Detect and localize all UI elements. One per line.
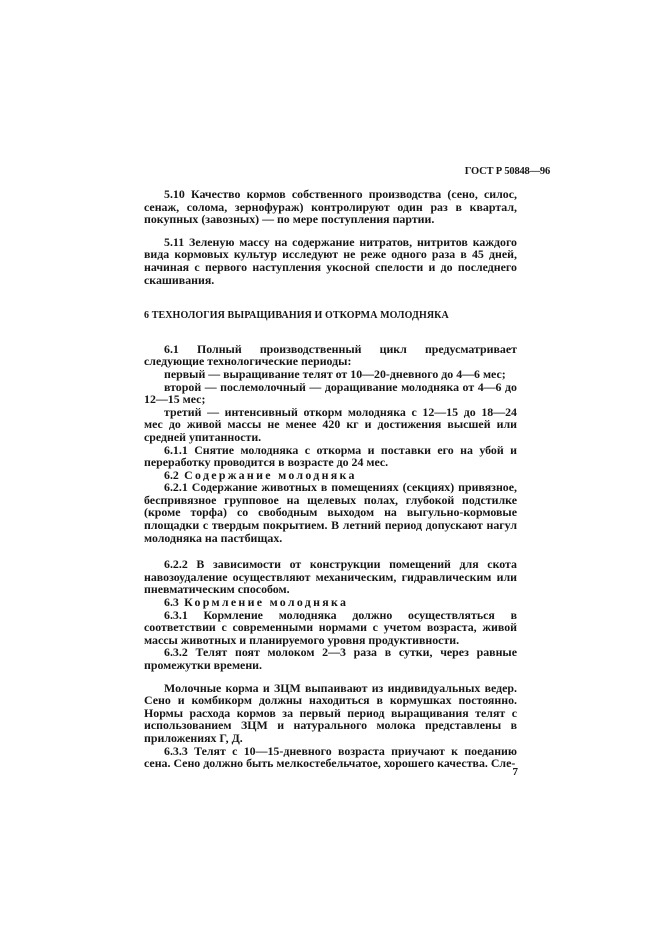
subsection-number: 6.3 — [164, 595, 179, 610]
section-title: 6 ТЕХНОЛОГИЯ ВЫРАЩИВАНИЯ И ОТКОРМА МОЛОДНЯКА — [144, 310, 449, 322]
paragraph-6-3-2: 6.3.2 Телят поят молоком 2—3 раза в сутки, через равные промежутки времени. — [144, 645, 517, 672]
paragraph-6-3-3: 6.3.3 Телят с 10—15-дневного возраста приучают к поеданию сена. Сено должно быть мелкостебельчатое, хорошего качества. Сле- — [144, 743, 517, 771]
paragraph-6-2-2: 6.2.2 В зависимости от конструкции помещений для скота навозоудаление осуществляют механическим, гидравлическим или пневматическим способом. — [144, 557, 517, 597]
subsection-title: Содержание молодняка — [184, 467, 357, 482]
paragraph-5-11: 5.11 Зеленую массу на содержание нитратов, нитритов каждого вида кормовых культур исследуют не реже одного раза в 45 дней, начиная с первого наступления укосной спелости и до последнего скашивания. — [144, 234, 517, 287]
period-third: третий — интенсивный откорм молодняка с 12—15 до 18—24 мес до живой массы не менее 420 кг и достижения высшей или средней упитанности. — [144, 404, 517, 444]
paragraph-6-2-1: 6.2.1 Содержание животных в помещениях (секциях) привязное, беспривязное групповое на щелевых полах, глубокой подстилке (кроме торфа) со свободным выходом на выгульно-кормовые площадки с твердым покрытием. В летний период допускают нагул молодняка на пастбищах. — [144, 480, 517, 545]
document-code: ГОСТ Р 50848—96 — [464, 166, 550, 177]
paragraph-milk-feeds: Молочные корма и ЗЦМ выпаивают из индивидуальных ведер. Сено и комбикорм должны находиться в кормушках постоянно. Нормы расхода кормов за первый период выращивания телят с использованием ЗЦМ и натурального молока представлены в приложениях Г, Д. — [144, 680, 517, 745]
document-body — [144, 188, 517, 770]
subsection-heading-6-3 — [144, 596, 517, 609]
subsection-number: 6.2 — [164, 467, 179, 482]
subsection-title: Кормление молодняка — [184, 595, 349, 610]
paragraph-5-10: 5.10 Качество кормов собственного производства (сено, силос, сенаж, солома, зернофураж) контролируют один раз в квартал, покупных (завозных) — по мере поступления партии. — [144, 187, 517, 227]
paragraph-6-3-1: 6.3.1 Кормление молодняка должно осуществляться в соответствии с современными нормами с учетом возраста, живой массы животных и планируемого уровня продуктивности. — [144, 607, 517, 647]
paragraph-6-1-1: 6.1.1 Снятие молодняка с откорма и поставки его на убой и переработку проводится в возрасте до 24 мес. — [144, 442, 517, 470]
period-first: первый — выращивание телят от 10—20-дневного до 4—6 мес; — [164, 366, 506, 381]
period-second: второй — послемолочный — доращивание молодняка от 4—6 до 12—15 мес; — [144, 379, 517, 407]
paragraph-6-1: 6.1 Полный производственный цикл предусматривает следующие технологические периоды: — [144, 341, 517, 369]
page-number: 7 — [512, 766, 518, 778]
